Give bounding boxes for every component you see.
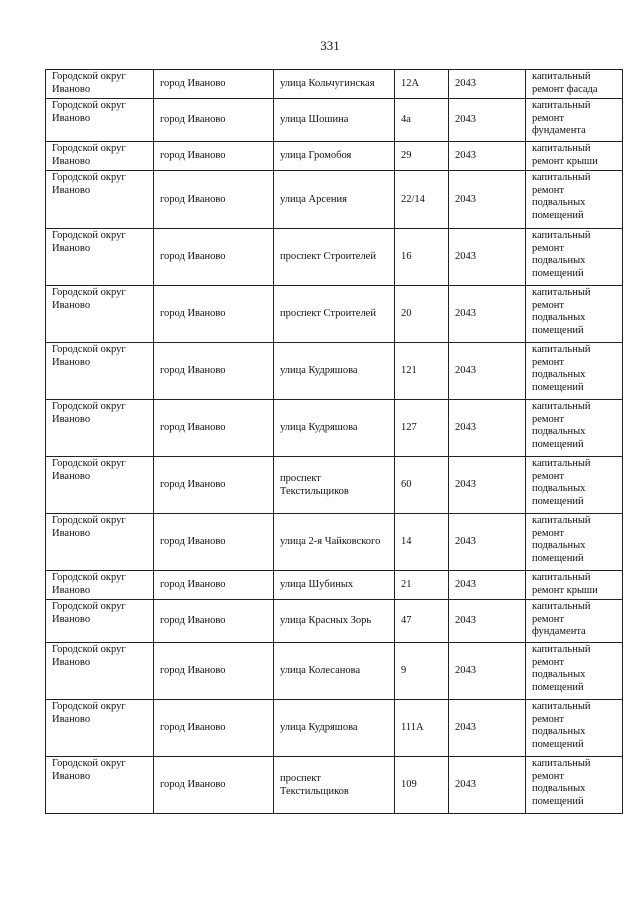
page-number: 331 (320, 38, 340, 53)
work-type-cell: капитальный ремонт фундамента (526, 99, 623, 142)
table-row (46, 457, 623, 514)
municipality-cell: Городской округ Иваново (46, 343, 154, 400)
house-number-cell: 29 (395, 142, 449, 171)
house-number-cell: 22/14 (395, 171, 449, 229)
work-type-cell: капитальный ремонт подвальных помещений (526, 757, 623, 814)
street-cell: улица Кольчугинская (274, 70, 395, 99)
street-cell: улица Кудряшова (274, 400, 395, 457)
municipality-cell: Городской округ Иваново (46, 99, 154, 142)
year-cell: 2043 (449, 400, 526, 457)
work-type-cell: капитальный ремонт подвальных помещений (526, 643, 623, 700)
year-cell: 2043 (449, 700, 526, 757)
street-cell: улица Громобоя (274, 142, 395, 171)
house-number-cell: 127 (395, 400, 449, 457)
table-row (46, 400, 623, 457)
year-cell: 2043 (449, 286, 526, 343)
year-cell: 2043 (449, 99, 526, 142)
year-cell: 2043 (449, 514, 526, 571)
street-cell: улица 2-я Чайковского (274, 514, 395, 571)
house-number-cell: 16 (395, 229, 449, 286)
city-cell: город Иваново (154, 343, 274, 400)
year-cell: 2043 (449, 757, 526, 814)
year-cell: 2043 (449, 229, 526, 286)
municipality-cell: Городской округ Иваново (46, 700, 154, 757)
house-number-cell: 109 (395, 757, 449, 814)
municipality-cell: Городской округ Иваново (46, 400, 154, 457)
house-number-cell: 60 (395, 457, 449, 514)
city-cell: город Иваново (154, 457, 274, 514)
municipality-cell: Городской округ Иваново (46, 571, 154, 600)
house-number-cell: 14 (395, 514, 449, 571)
street-cell: улица Кудряшова (274, 700, 395, 757)
city-cell: город Иваново (154, 700, 274, 757)
year-cell: 2043 (449, 70, 526, 99)
year-cell: 2043 (449, 171, 526, 229)
municipality-cell: Городской округ Иваново (46, 286, 154, 343)
work-type-cell: капитальный ремонт фасада (526, 70, 623, 99)
work-type-cell: капитальный ремонт подвальных помещений (526, 229, 623, 286)
street-cell: улица Красных Зорь (274, 600, 395, 643)
street-cell: улица Кудряшова (274, 343, 395, 400)
street-cell: проспект Строителей (274, 229, 395, 286)
city-cell: город Иваново (154, 571, 274, 600)
city-cell: город Иваново (154, 757, 274, 814)
year-cell: 2043 (449, 600, 526, 643)
city-cell: город Иваново (154, 600, 274, 643)
table-row (46, 142, 623, 171)
house-number-cell: 12А (395, 70, 449, 99)
city-cell: город Иваново (154, 171, 274, 229)
work-type-cell: капитальный ремонт подвальных помещений (526, 514, 623, 571)
municipality-cell: Городской округ Иваново (46, 229, 154, 286)
table-row (46, 99, 623, 142)
street-cell: улица Колесанова (274, 643, 395, 700)
city-cell: город Иваново (154, 70, 274, 99)
table-row (46, 571, 623, 600)
work-type-cell: капитальный ремонт подвальных помещений (526, 400, 623, 457)
street-cell: улица Шошина (274, 99, 395, 142)
municipality-cell: Городской округ Иваново (46, 171, 154, 229)
house-number-cell: 9 (395, 643, 449, 700)
work-type-cell: капитальный ремонт подвальных помещений (526, 343, 623, 400)
work-type-cell: капитальный ремонт крыши (526, 571, 623, 600)
table-row (46, 600, 623, 643)
street-cell: улица Арсения (274, 171, 395, 229)
work-type-cell: капитальный ремонт подвальных помещений (526, 171, 623, 229)
year-cell: 2043 (449, 643, 526, 700)
table-row (46, 643, 623, 700)
municipality-cell: Городской округ Иваново (46, 757, 154, 814)
year-cell: 2043 (449, 343, 526, 400)
city-cell: город Иваново (154, 142, 274, 171)
municipality-cell: Городской округ Иваново (46, 514, 154, 571)
table-row (46, 286, 623, 343)
table-row (46, 171, 623, 229)
repair-schedule-table (45, 69, 623, 814)
municipality-cell: Городской округ Иваново (46, 457, 154, 514)
table-row (46, 757, 623, 814)
house-number-cell: 21 (395, 571, 449, 600)
municipality-cell: Городской округ Иваново (46, 70, 154, 99)
municipality-cell: Городской округ Иваново (46, 643, 154, 700)
table-row (46, 343, 623, 400)
city-cell: город Иваново (154, 643, 274, 700)
work-type-cell: капитальный ремонт подвальных помещений (526, 286, 623, 343)
house-number-cell: 121 (395, 343, 449, 400)
house-number-cell: 20 (395, 286, 449, 343)
work-type-cell: капитальный ремонт крыши (526, 142, 623, 171)
city-cell: город Иваново (154, 400, 274, 457)
municipality-cell: Городской округ Иваново (46, 600, 154, 643)
table-row (46, 70, 623, 99)
table-row (46, 514, 623, 571)
work-type-cell: капитальный ремонт подвальных помещений (526, 700, 623, 757)
work-type-cell: капитальный ремонт фундамента (526, 600, 623, 643)
work-type-cell: капитальный ремонт подвальных помещений (526, 457, 623, 514)
year-cell: 2043 (449, 142, 526, 171)
house-number-cell: 4а (395, 99, 449, 142)
city-cell: город Иваново (154, 99, 274, 142)
year-cell: 2043 (449, 571, 526, 600)
street-cell: проспект Строителей (274, 286, 395, 343)
street-cell: улица Шубиных (274, 571, 395, 600)
city-cell: город Иваново (154, 229, 274, 286)
street-cell: проспект Текстильщиков (274, 757, 395, 814)
street-cell: проспект Текстильщиков (274, 457, 395, 514)
municipality-cell: Городской округ Иваново (46, 142, 154, 171)
city-cell: город Иваново (154, 286, 274, 343)
house-number-cell: 47 (395, 600, 449, 643)
year-cell: 2043 (449, 457, 526, 514)
table-row (46, 700, 623, 757)
house-number-cell: 111А (395, 700, 449, 757)
city-cell: город Иваново (154, 514, 274, 571)
table-row (46, 229, 623, 286)
